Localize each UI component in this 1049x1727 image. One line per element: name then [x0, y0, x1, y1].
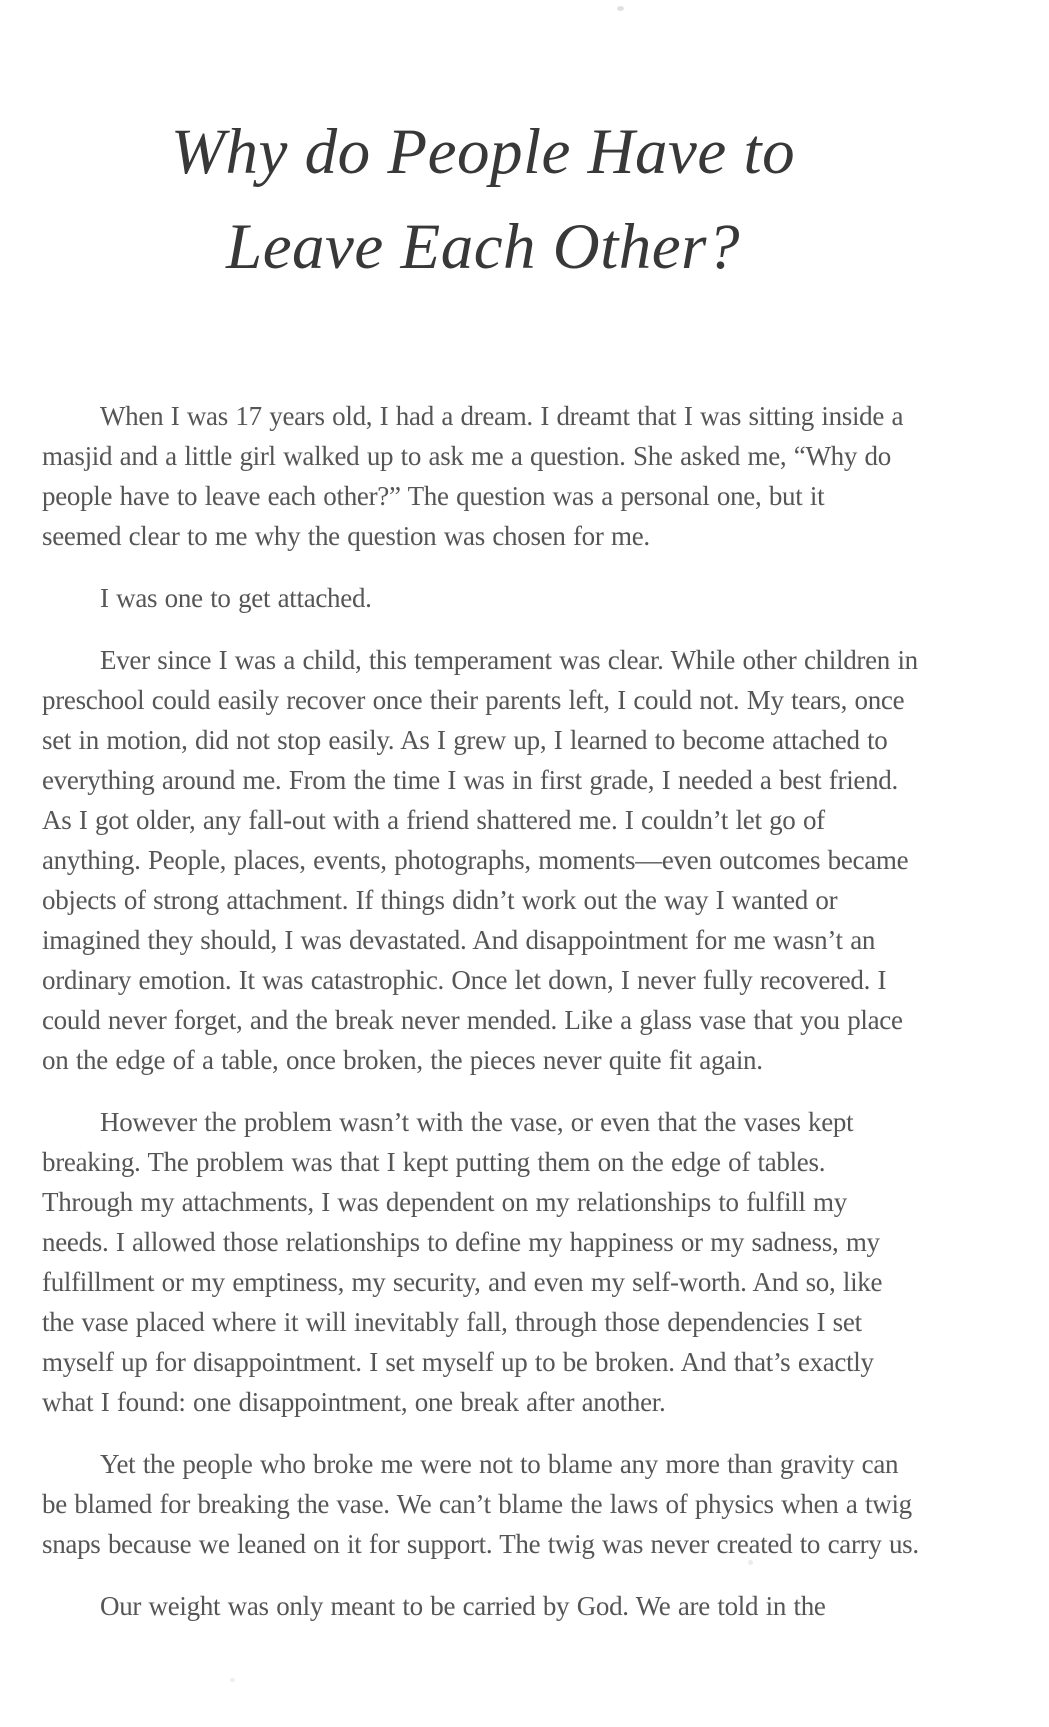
text-line: imagined they should, I was devastated. And disappointment for me wasn’t an — [42, 925, 876, 955]
text-line: objects of strong attachment. If things didn’t work out the way I wanted or — [42, 885, 838, 915]
text-line: could never forget, and the break never mended. Like a glass vase that you place — [42, 1005, 903, 1035]
scan-speck — [617, 6, 624, 11]
text-line: I was one to get attached. — [100, 583, 372, 613]
text-line: needs. I allowed those relationships to define my happiness or my sadness, my — [42, 1227, 880, 1257]
text-line: As I got older, any fall-out with a friend shattered me. I couldn’t let go of — [42, 805, 825, 835]
chapter-title-line-1: Why do People Have to — [170, 116, 796, 188]
text-line: fulfillment or my emptiness, my security, and even my self-worth. And so, like — [42, 1267, 883, 1297]
chapter-title — [33, 0, 933, 295]
text-line: snaps because we leaned on it for support. The twig was never created to carry us. — [42, 1529, 919, 1559]
text-line: everything around me. From the time I was in first grade, I needed a best friend. — [42, 765, 898, 795]
chapter-title-line-2: Leave Each Other? — [226, 211, 740, 283]
text-line: masjid and a little girl walked up to ask me a question. She asked me, “Why do — [42, 441, 891, 471]
text-line: Our weight was only meant to be carried by God. We are told in the — [100, 1591, 826, 1621]
text-line: the vase placed where it will inevitably fall, through those dependencies I set — [42, 1307, 862, 1337]
text-line: ordinary emotion. It was catastrophic. Once let down, I never fully recovered. I — [42, 965, 887, 995]
text-line: However the problem wasn’t with the vase, or even that the vases kept — [100, 1107, 854, 1137]
text-line: on the edge of a table, once broken, the pieces never quite fit again. — [42, 1045, 763, 1075]
text-line: Ever since I was a child, this temperament was clear. While other children in — [100, 645, 918, 675]
text-line: seemed clear to me why the question was chosen for me. — [42, 521, 650, 551]
scan-speck — [230, 1678, 235, 1682]
text-line: preschool could easily recover once their parents left, I could not. My tears, once — [42, 685, 905, 715]
text-line: set in motion, did not stop easily. As I grew up, I learned to become attached to — [42, 725, 888, 755]
text-line: people have to leave each other?” The question was a personal one, but it — [42, 481, 825, 511]
text-line: Through my attachments, I was dependent on my relationships to fulfill my — [42, 1187, 847, 1217]
scan-speck — [748, 1560, 753, 1565]
text-line: anything. People, places, events, photographs, moments—even outcomes became — [42, 845, 909, 875]
text-line: be blamed for breaking the vase. We can’t blame the laws of physics when a twig — [42, 1489, 912, 1519]
paragraph — [42, 1102, 1049, 1422]
chapter-body — [42, 396, 1049, 1626]
paragraph — [42, 640, 1049, 1080]
text-line: myself up for disappointment. I set myself up to be broken. And that’s exactly — [42, 1347, 874, 1377]
text-line: what I found: one disappointment, one break after another. — [42, 1387, 666, 1417]
paragraph — [42, 1444, 1049, 1564]
paragraph — [42, 396, 1049, 556]
text-line: breaking. The problem was that I kept putting them on the edge of tables. — [42, 1147, 826, 1177]
text-line: Yet the people who broke me were not to blame any more than gravity can — [100, 1449, 899, 1479]
paragraph — [42, 578, 1049, 618]
text-line: When I was 17 years old, I had a dream. I dreamt that I was sitting inside a — [100, 401, 904, 431]
paragraph — [42, 1586, 1049, 1626]
